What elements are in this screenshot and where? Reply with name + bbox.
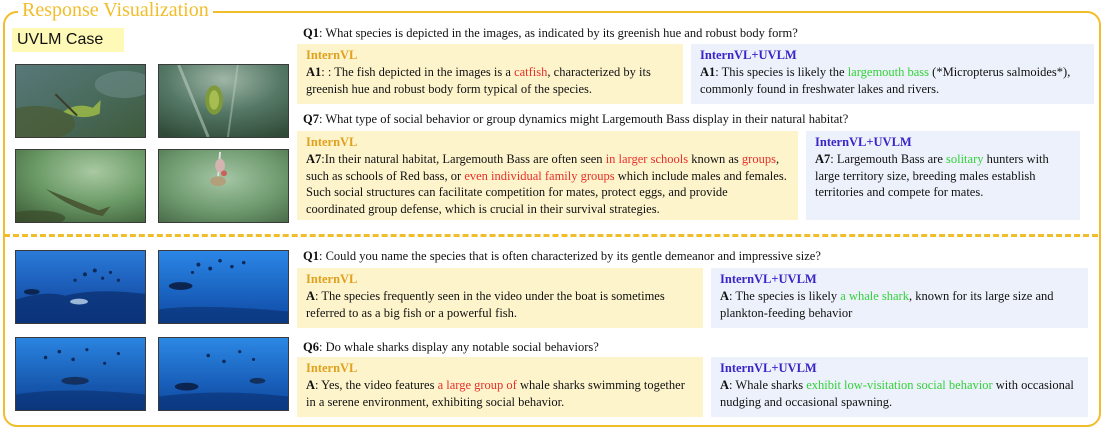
whale-shark-image-1 bbox=[15, 250, 146, 324]
case1-question-q1: Q1: What species is depicted in the images, as indicated by its greenish hue and robust body form? bbox=[303, 26, 798, 40]
case1-q1-internvl-answer: InternVL A1: : The fish depicted in the images is a catfish, characterized by its greenish hue and robust body form typical of the species. bbox=[297, 44, 683, 104]
case2-question-q6: Q6: Do whale sharks display any notable social behaviors? bbox=[303, 340, 599, 354]
uvlm-label: InternVL+UVLM bbox=[815, 135, 912, 149]
case1-q1-uvlm-answer: InternVL+UVLM A1: This species is likely the largemouth bass (*Micropterus salmoides*), commonly found in freshwater lakes and rivers. bbox=[691, 44, 1094, 104]
uvlm-label: InternVL+UVLM bbox=[720, 361, 817, 375]
bass-image-1 bbox=[15, 64, 146, 138]
case2-question-q1: Q1: Could you name the species that is often characterized by its gentle demeanor and impressive size? bbox=[303, 249, 821, 263]
case2-q6-internvl-answer: InternVL A: Yes, the video features a large group of whale sharks swimming together in a serene environment, exhibiting social behavior. bbox=[297, 357, 703, 417]
uvlm-label: InternVL+UVLM bbox=[720, 272, 817, 286]
wrong-highlight: catfish bbox=[514, 65, 548, 79]
whale-shark-image-2 bbox=[158, 250, 289, 324]
whale-shark-image-3 bbox=[15, 337, 146, 411]
case-divider bbox=[4, 234, 1098, 237]
case1-q7-internvl-answer: InternVL A7:In their natural habitat, Largemouth Bass are often seen in larger schools known as groups, such as schools of Red bass, or even individual family groups which include males and females. Such social structures can facilitate competition for mates, protect eggs, and provide coordinated group defense, which is crucial in their survival strategies. bbox=[297, 131, 798, 220]
figure-title: Response Visualization bbox=[18, 0, 213, 21]
internvl-label: InternVL bbox=[306, 48, 358, 62]
internvl-label: InternVL bbox=[306, 361, 358, 375]
correct-highlight: largemouth bass bbox=[847, 65, 930, 79]
case-label: UVLM Case bbox=[12, 28, 124, 52]
bass-image-4 bbox=[158, 149, 289, 223]
internvl-label: InternVL bbox=[306, 135, 358, 149]
case1-q7-uvlm-answer: InternVL+UVLM A7: Largemouth Bass are solitary hunters with large territory size, breeding males establish territories and compete for mates. bbox=[806, 131, 1080, 220]
case2-q1-uvlm-answer: InternVL+UVLM A: The species is likely a whale shark, known for its large size and plankton-feeding behavior bbox=[711, 268, 1088, 328]
whale-shark-image-4 bbox=[158, 337, 289, 411]
bass-image-2 bbox=[158, 64, 289, 138]
case2-q1-internvl-answer: InternVL A: The species frequently seen in the video under the boat is sometimes referred to as a big fish or a powerful fish. bbox=[297, 268, 703, 328]
case2-q6-uvlm-answer: InternVL+UVLM A: Whale sharks exhibit low-visitation social behavior with occasional nudging and occasional spawning. bbox=[711, 357, 1088, 417]
internvl-label: InternVL bbox=[306, 272, 358, 286]
bass-image-3 bbox=[15, 149, 146, 223]
case1-question-q7: Q7: What type of social behavior or group dynamics might Largemouth Bass display in their natural habitat? bbox=[303, 112, 849, 126]
uvlm-label: InternVL+UVLM bbox=[700, 48, 797, 62]
